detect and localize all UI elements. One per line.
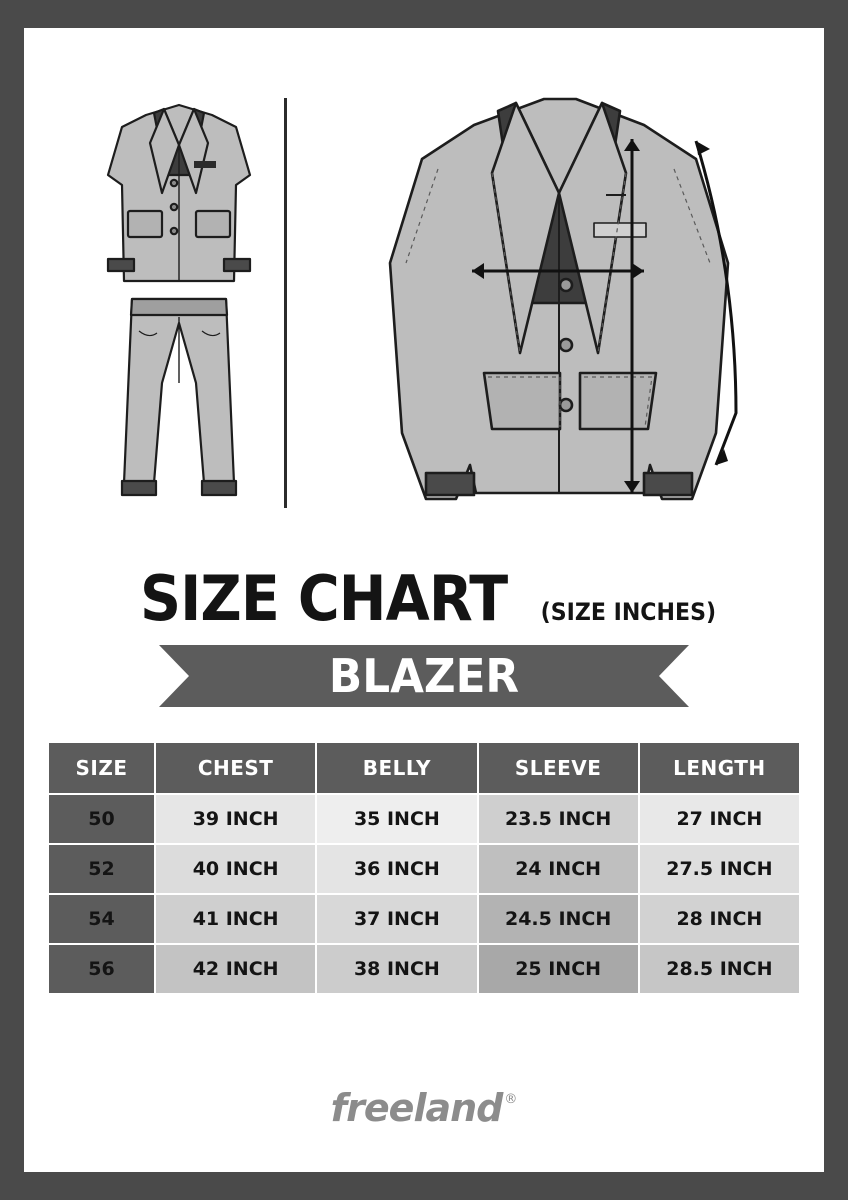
cell-sleeve: 24 INCH [479, 845, 638, 893]
table-row [49, 795, 799, 843]
brand-footer [331, 1086, 518, 1130]
cell-sleeve: 25 INCH [479, 945, 638, 993]
table-row [49, 895, 799, 943]
column-header-belly: BELLY [317, 743, 476, 793]
title-main: SIZE CHART [139, 562, 508, 635]
cell-sleeve: 23.5 INCH [479, 795, 638, 843]
cell-belly: 38 INCH [317, 945, 476, 993]
cell-length: 28.5 INCH [640, 945, 799, 993]
title-sub: (SIZE INCHES) [540, 598, 717, 626]
cell-belly: 37 INCH [317, 895, 476, 943]
cell-size: 56 [49, 945, 154, 993]
cell-size: 52 [49, 845, 154, 893]
cell-chest: 39 INCH [156, 795, 315, 843]
cell-chest: 40 INCH [156, 845, 315, 893]
ribbon-banner [159, 645, 689, 707]
brand-logo: freeland [330, 1086, 503, 1130]
ribbon-label: BLAZER [328, 649, 520, 703]
table-header-row [49, 743, 799, 793]
cell-length: 27.5 INCH [640, 845, 799, 893]
cell-chest: 42 INCH [156, 945, 315, 993]
cell-length: 27 INCH [640, 795, 799, 843]
cell-size: 50 [49, 795, 154, 843]
column-header-chest: CHEST [156, 743, 315, 793]
registered-mark-icon: ® [504, 1092, 518, 1107]
cell-chest: 41 INCH [156, 895, 315, 943]
vertical-divider [284, 98, 287, 508]
column-header-size: SIZE [49, 743, 154, 793]
column-header-sleeve: SLEEVE [479, 743, 638, 793]
blazer-measurement-illustration [344, 73, 764, 513]
size-chart-table [47, 741, 801, 995]
table-row [49, 945, 799, 993]
cell-sleeve: 24.5 INCH [479, 895, 638, 943]
page-title [124, 562, 724, 635]
cell-size: 54 [49, 895, 154, 943]
table-row [49, 845, 799, 893]
poster-sheet [24, 28, 824, 1172]
column-header-length: LENGTH [640, 743, 799, 793]
illustration-area [24, 28, 824, 548]
cell-length: 28 INCH [640, 895, 799, 943]
cell-belly: 35 INCH [317, 795, 476, 843]
cell-belly: 36 INCH [317, 845, 476, 893]
size-table-wrapper [47, 741, 801, 995]
suit-jacket-and-trousers-illustration [84, 83, 274, 523]
